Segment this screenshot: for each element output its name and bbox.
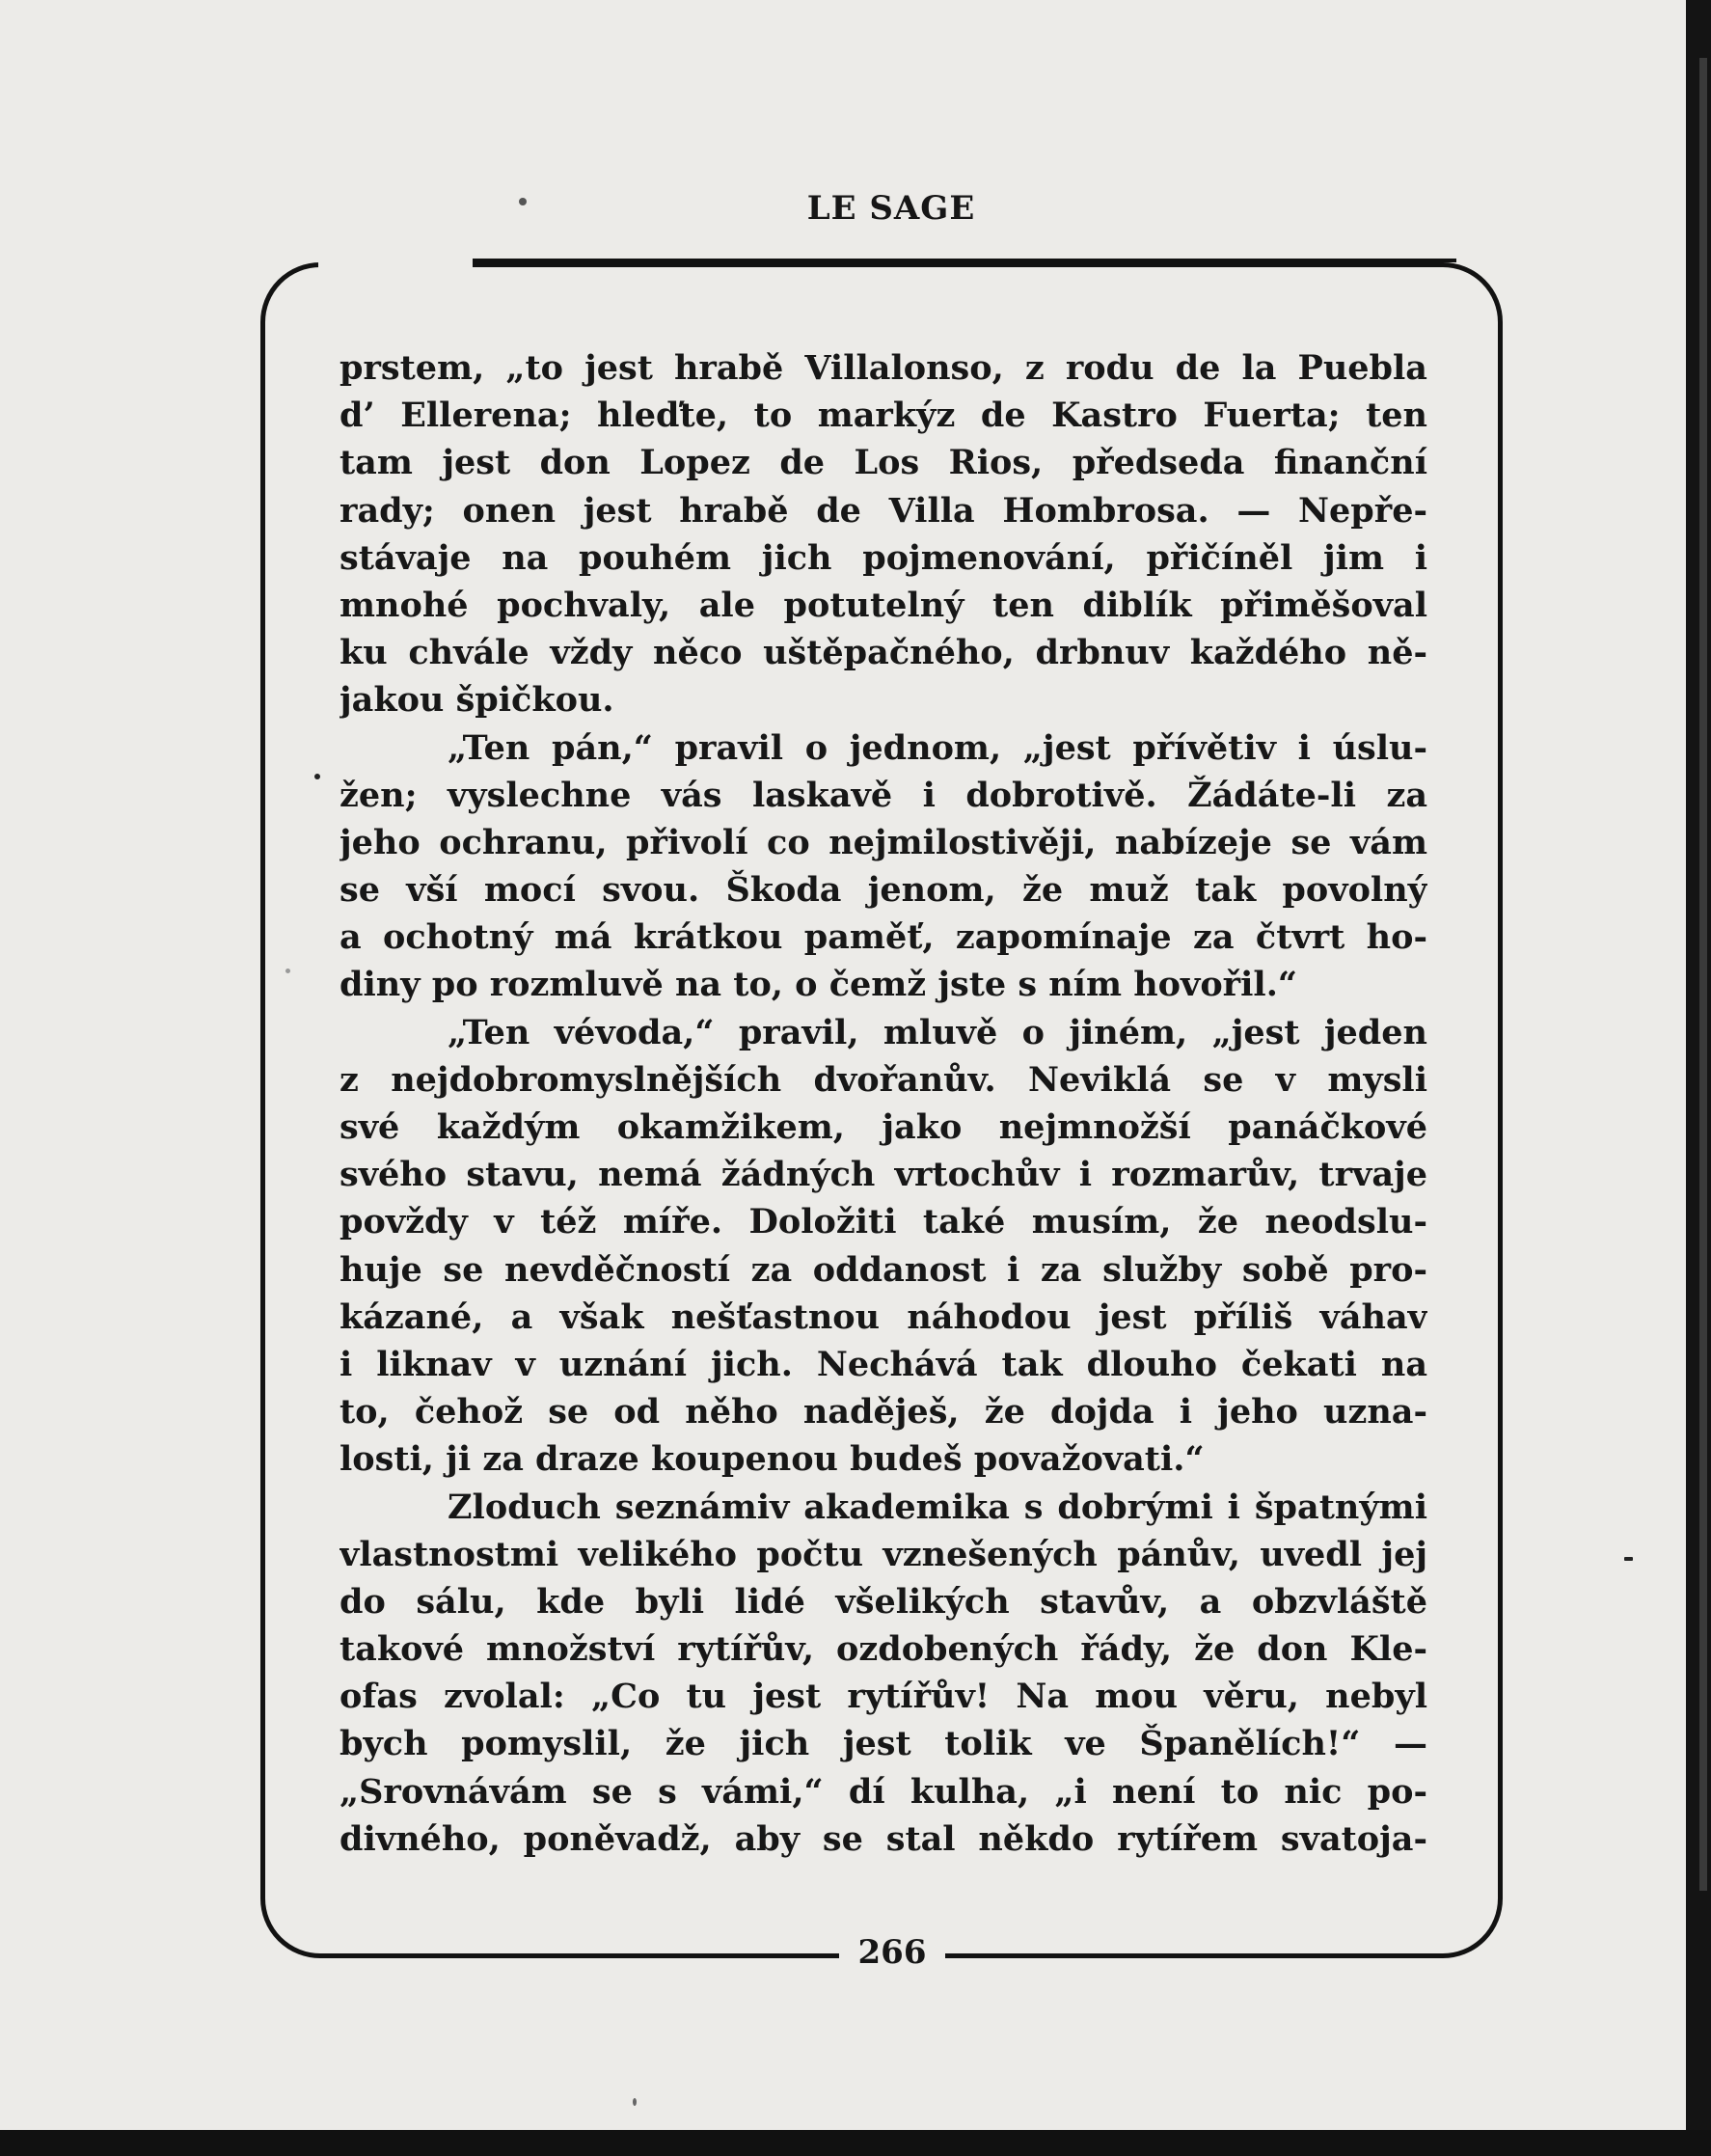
text-line: „Ten vévoda,“ pravil, mluvě o jiném, „jest jeden bbox=[448, 1012, 1427, 1052]
scan-speck bbox=[519, 198, 527, 205]
scan-speck bbox=[1624, 1557, 1633, 1561]
text-line: kázané, a však nešťastnou náhodou jest příliš váhav bbox=[339, 1296, 1427, 1337]
running-header: LE SAGE bbox=[806, 189, 976, 228]
scan-speck bbox=[285, 969, 290, 973]
text-line: povždy v též míře. Doložiti také musím, že neodslu- bbox=[339, 1202, 1427, 1242]
text-line: tam jest don Lopez de Los Rios, předseda finanční bbox=[339, 443, 1427, 483]
text-line: a ochotný má krátkou paměť, zapomínaje za čtvrt ho- bbox=[339, 917, 1427, 958]
text-line: bych pomyslil, že jich jest tolik ve Španělích!“ — bbox=[339, 1724, 1427, 1764]
frame-top-gap bbox=[318, 255, 473, 274]
page-number: 266 bbox=[857, 1933, 927, 1972]
text-line: mnohé pochvaly, ale potutelný ten diblík přiměšoval bbox=[339, 585, 1427, 625]
scan-bottom-edge bbox=[0, 2130, 1711, 2156]
text-line: diny po rozmluvě na to, o čemž jste s ním hovořil.“ bbox=[339, 965, 1298, 1005]
body-text bbox=[339, 344, 1427, 1863]
text-line: žen; vyslechne vás laskavě i dobrotivě. Žádáte-li za bbox=[339, 775, 1427, 815]
text-line: Zloduch seznámiv akademika s dobrými i špatnými bbox=[448, 1487, 1427, 1527]
text-line: stávaje na pouhém jich pojmenování, přičíněl jim i bbox=[339, 537, 1427, 578]
scan-right-edge bbox=[1686, 0, 1711, 2156]
text-line: huje se nevděčností za oddanost i za služby sobě pro- bbox=[339, 1249, 1427, 1290]
scan-edge-strip bbox=[1699, 58, 1707, 1891]
text-line: i liknav v uznání jich. Nechává tak dlouho čekati na bbox=[339, 1344, 1427, 1384]
text-line: ofas zvolal: „Co tu jest rytířův! Na mou věru, nebyl bbox=[339, 1677, 1427, 1717]
text-line: to, čehož se od něho naděješ, že dojda i jeho uzna- bbox=[339, 1392, 1427, 1433]
text-line: divného, poněvadž, aby se stal někdo rytířem svatoja- bbox=[339, 1818, 1427, 1859]
frame-top-rule bbox=[473, 259, 1456, 262]
text-line: prstem, „to jest hrabě Villalonso, z rodu de la Puebla bbox=[339, 348, 1427, 388]
text-line: vlastnostmi velikého počtu vznešených pánův, uvedl jej bbox=[339, 1534, 1427, 1574]
text-line: jeho ochranu, přivolí co nejmilostivěji, nabízeje se vám bbox=[339, 822, 1427, 862]
text-line: d’ Ellerena; hleďte, to markýz de Kastro Fuerta; ten bbox=[339, 396, 1427, 436]
text-line: „Srovnávám se s vámi,“ dí kulha, „i není to nic po- bbox=[339, 1771, 1427, 1812]
text-line: do sálu, kde byli lidé všelikých stavův, a obzvláště bbox=[339, 1581, 1427, 1622]
scan-speck bbox=[314, 774, 320, 779]
text-line: jakou špičkou. bbox=[339, 680, 614, 721]
text-line: své každým okamžikem, jako nejmnožší panáčkové bbox=[339, 1107, 1427, 1147]
text-line: ku chvále vždy něco uštěpačného, drbnuv každého ně- bbox=[339, 633, 1427, 673]
scan-speck bbox=[633, 2098, 637, 2106]
text-line: svého stavu, nemá žádných vrtochův i rozmarův, trvaje bbox=[339, 1155, 1427, 1195]
text-line: se vší mocí svou. Škoda jenom, že muž tak povolný bbox=[339, 870, 1427, 911]
text-line: losti, ji za draze koupenou budeš považovati.“ bbox=[339, 1439, 1205, 1480]
text-line: rady; onen jest hrabě de Villa Hombrosa. — Nepře- bbox=[339, 490, 1427, 531]
text-line: takové množství rytířův, ozdobených řády, že don Kle- bbox=[339, 1629, 1427, 1670]
text-line: „Ten pán,“ pravil o jednom, „jest přívětiv i úslu- bbox=[448, 727, 1427, 768]
text-line: z nejdobromyslnějších dvořanův. Neviklá se v mysli bbox=[339, 1059, 1427, 1100]
